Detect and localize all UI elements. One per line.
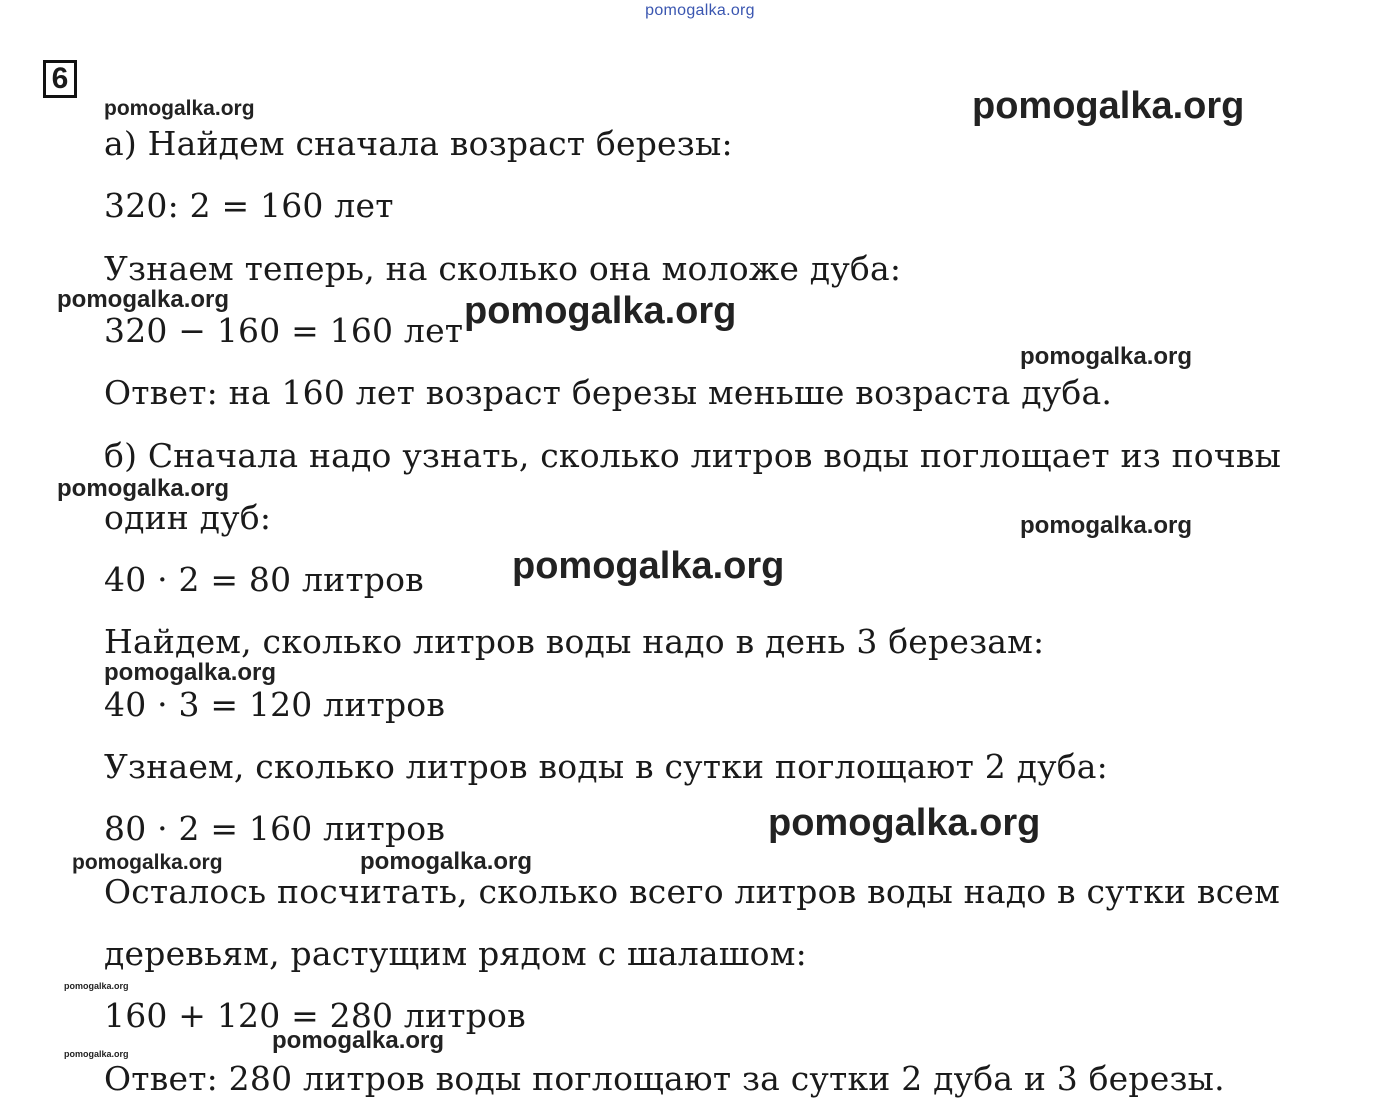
solution-line-b-step3: Узнаем, сколько литров воды в сутки поглощают 2 дуба: [104, 747, 1108, 786]
watermark: pomogalka.org [464, 290, 737, 332]
watermark: pomogalka.org [972, 85, 1245, 127]
watermark: pomogalka.org [272, 1027, 445, 1054]
watermark: pomogalka.org [104, 659, 277, 686]
watermark: pomogalka.org [104, 97, 255, 120]
solution-line-b-intro-cont: один дуб: [104, 498, 272, 537]
solution-line-a-answer: Ответ: на 160 лет возраст березы меньше возраста дуба. [104, 373, 1113, 412]
watermark: pomogalka.org [57, 286, 230, 313]
solution-line-b-calc2: 40 · 3 = 120 литров [104, 685, 446, 724]
solution-line-a-calc2: 320 − 160 = 160 лет [104, 311, 464, 350]
solution-line-b-calc3: 80 · 2 = 160 литров [104, 809, 446, 848]
watermark: pomogalka.org [1020, 512, 1193, 539]
solution-line-b-step2: Найдем, сколько литров воды надо в день 3 березам: [104, 622, 1045, 661]
watermark: pomogalka.org [768, 802, 1041, 844]
solution-line-b-calc4: 160 + 120 = 280 литров [104, 996, 526, 1035]
solution-line-a-intro: а) Найдем сначала возраст березы: [104, 124, 733, 163]
solution-line-b-calc1: 40 · 2 = 80 литров [104, 560, 424, 599]
watermark: pomogalka.org [57, 475, 230, 502]
watermark: pomogalka.org [1020, 343, 1193, 370]
solution-line-b-step4: Осталось посчитать, сколько всего литров воды надо в сутки всем [104, 872, 1280, 911]
solution-line-a-step2: Узнаем теперь, на сколько она моложе дуба: [104, 249, 902, 288]
solution-line-a-calc1: 320: 2 = 160 лет [104, 186, 394, 225]
watermark: pomogalka.org [64, 1049, 129, 1059]
solution-line-b-intro: б) Сначала надо узнать, сколько литров воды поглощает из почвы [104, 436, 1282, 475]
solution-line-b-answer: Ответ: 280 литров воды поглощают за сутки 2 дуба и 3 березы. [104, 1059, 1225, 1098]
watermark: pomogalka.org [72, 851, 223, 874]
site-header-link[interactable]: pomogalka.org [645, 2, 755, 19]
task-number-badge: 6 [43, 60, 77, 98]
watermark: pomogalka.org [512, 545, 785, 587]
watermark: pomogalka.org [64, 981, 129, 991]
watermark: pomogalka.org [360, 848, 533, 875]
solution-line-b-step4-cont: деревьям, растущим рядом с шалашом: [104, 934, 807, 973]
